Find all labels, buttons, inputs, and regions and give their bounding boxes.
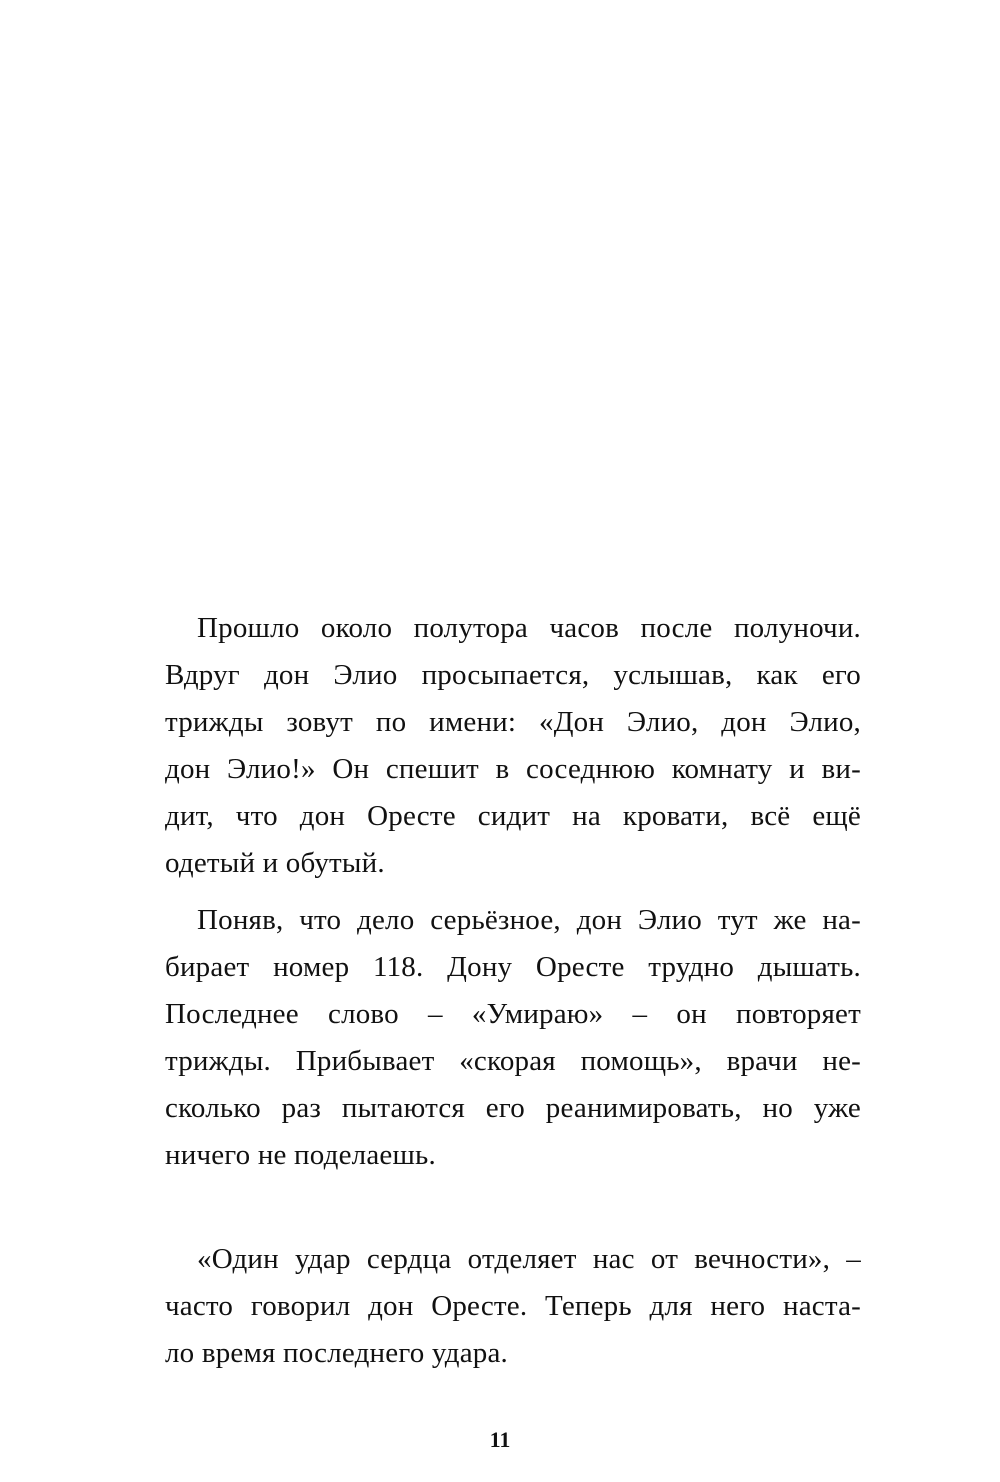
text-line: одетый и обутый. (165, 847, 385, 879)
text-line: трижды. Прибывает «скорая помощь», врачи не- (165, 1045, 861, 1077)
text-line: Вдруг дон Элио просыпается, услышав, как его (165, 659, 861, 691)
text-line: ло время последнего удара. (165, 1337, 508, 1369)
text-line: ничего не поделаешь. (165, 1139, 436, 1171)
text-line: Поняв, что дело серьёзное, дон Элио тут же на- (197, 904, 861, 936)
text-line: часто говорил дон Оресте. Теперь для него наста- (165, 1290, 861, 1322)
paragraph-2 (165, 897, 861, 1179)
text-line: Прошло около полутора часов после полуночи. (197, 612, 861, 644)
section-break (165, 1179, 861, 1236)
text-line: бирает номер 118. Дону Оресте трудно дышать. (165, 951, 861, 983)
paragraph-spacer (165, 887, 861, 897)
paragraph-1 (165, 605, 861, 887)
text-line: дон Элио!» Он спешит в соседнюю комнату и ви- (165, 753, 861, 785)
text-line: Последнее слово – «Умираю» – он повторяет (165, 998, 861, 1030)
page-number: 11 (489, 1427, 511, 1452)
text-line: дит, что дон Оресте сидит на кровати, всё ещё (165, 800, 861, 832)
paragraph-3 (165, 1236, 861, 1377)
text-body (165, 605, 861, 1377)
text-line: трижды зовут по имени: «Дон Элио, дон Элио, (165, 706, 861, 738)
text-line: сколько раз пытаются его реанимировать, но уже (165, 1092, 861, 1124)
text-line: «Один удар сердца отделяет нас от вечности», – (197, 1243, 861, 1275)
